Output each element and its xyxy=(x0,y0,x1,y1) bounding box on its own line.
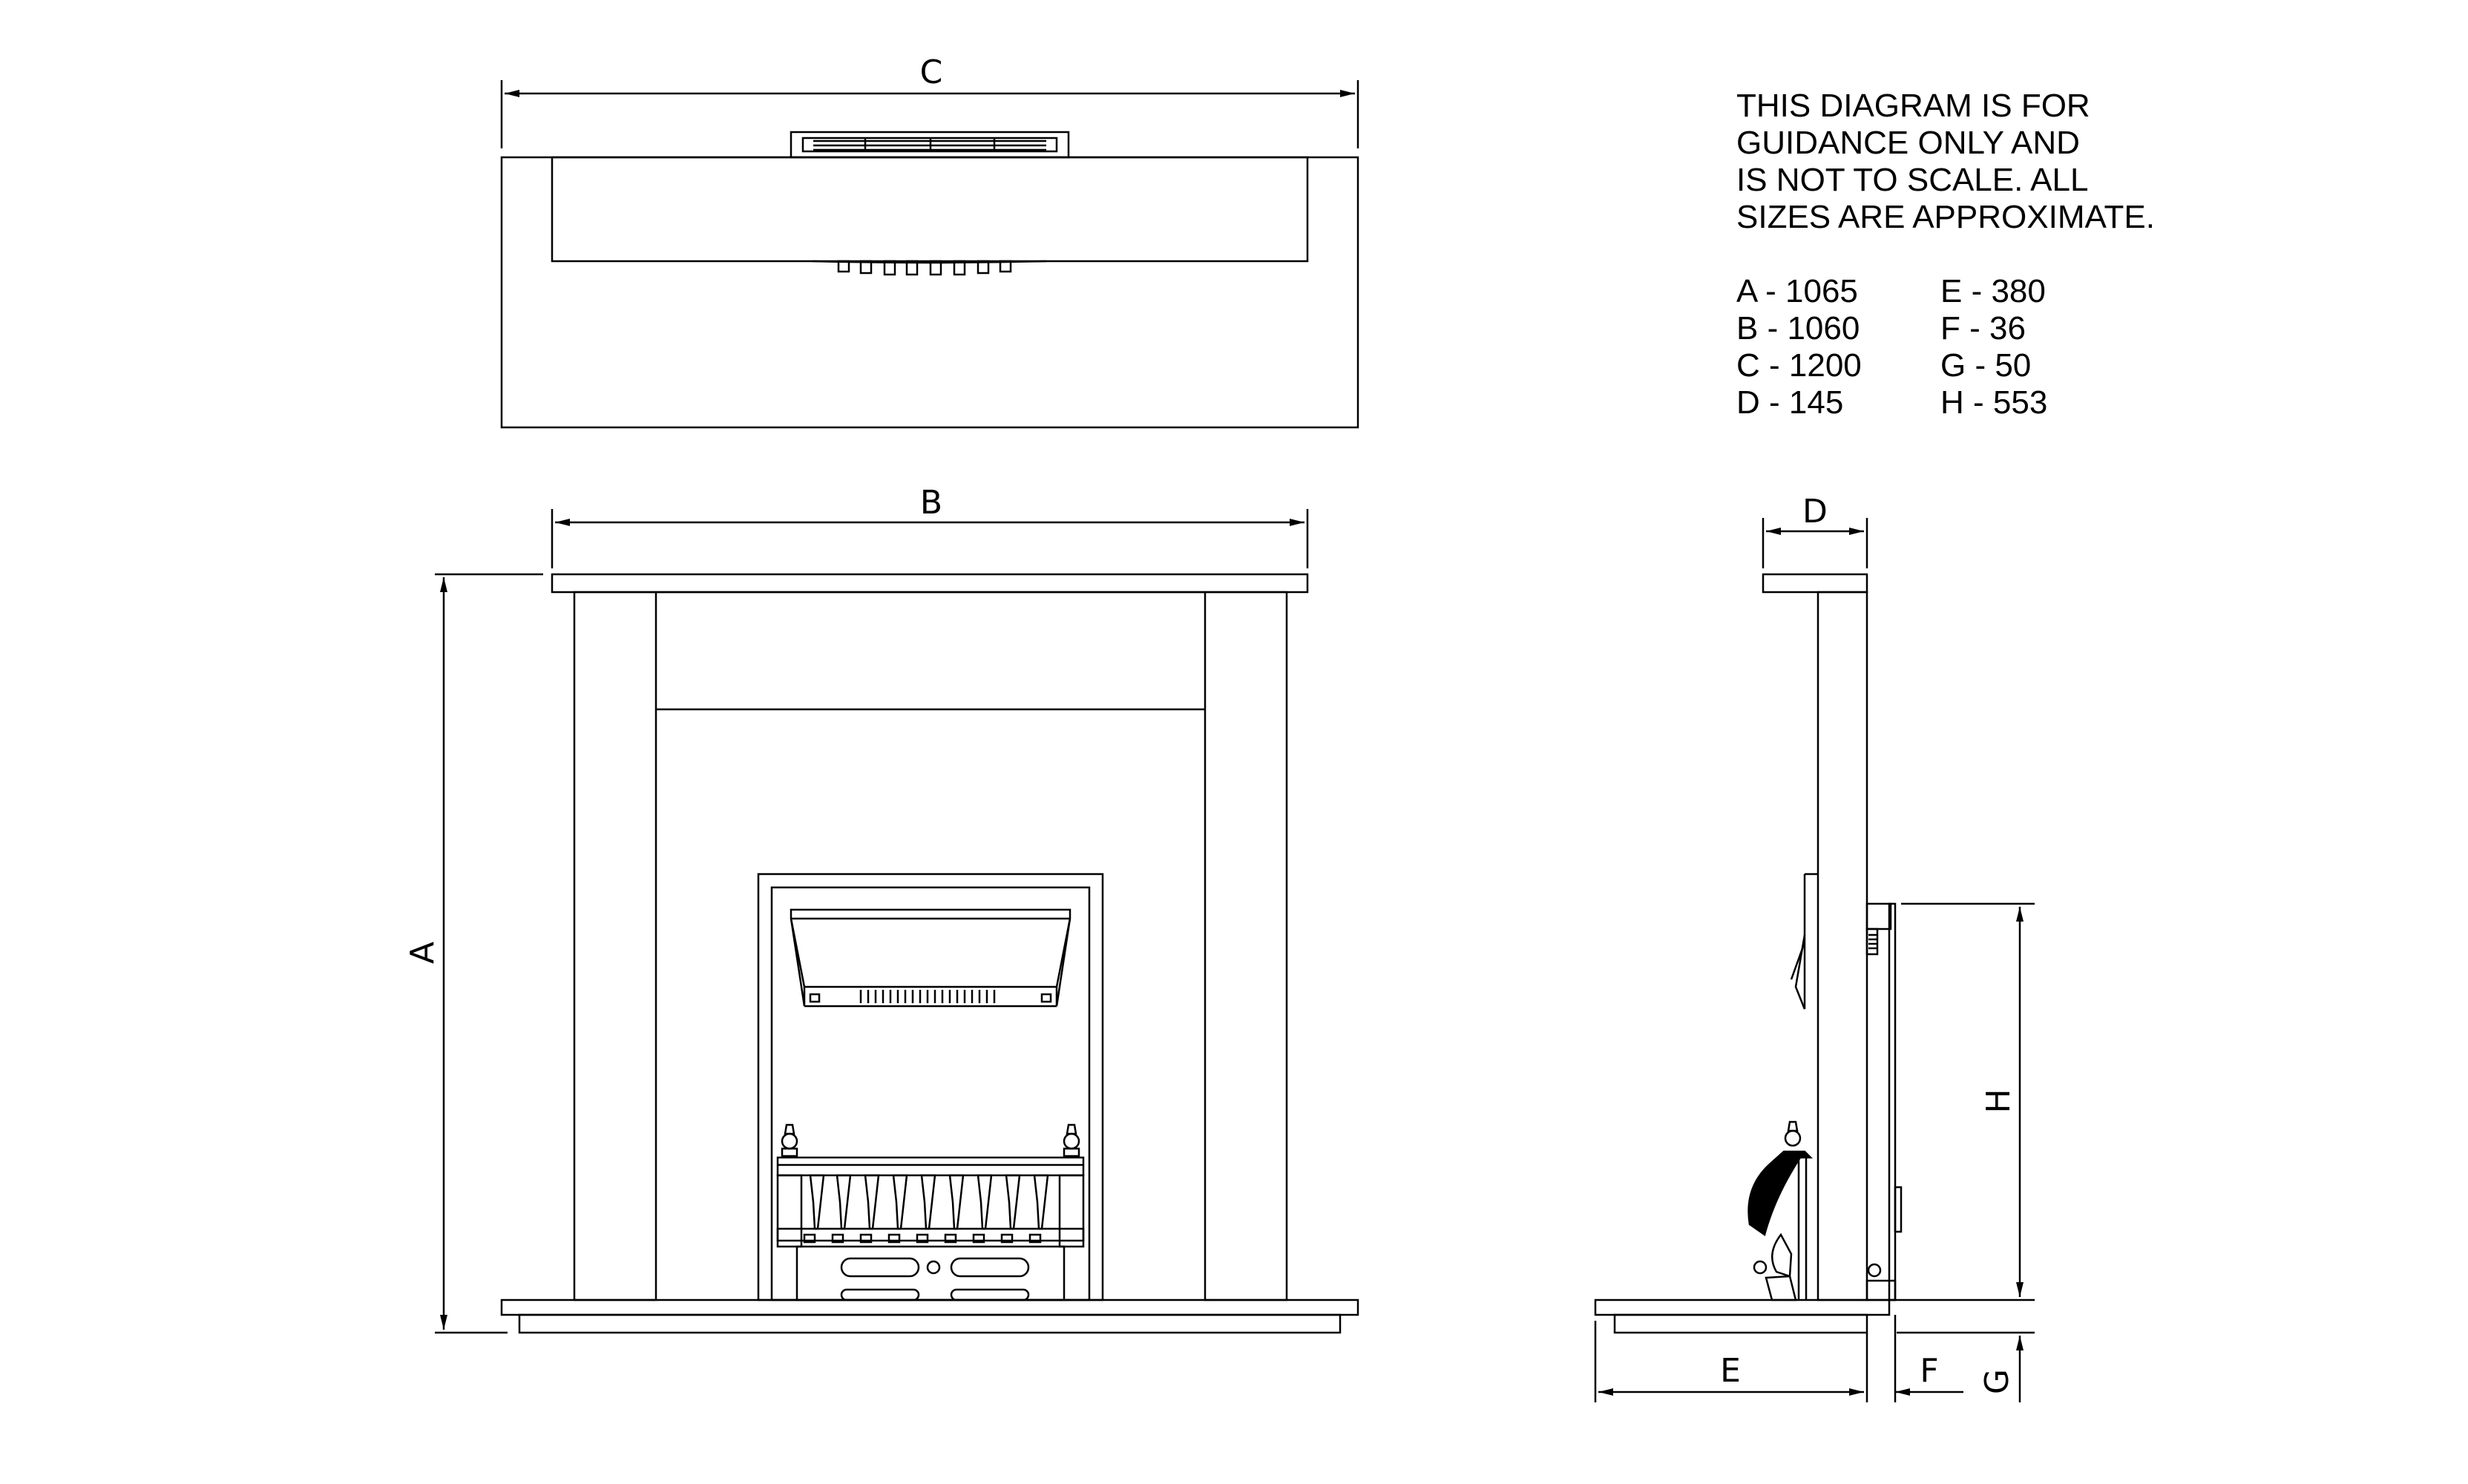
dimension-G-value: G - 50 xyxy=(1940,347,2032,384)
fire-finial-right xyxy=(1064,1125,1079,1156)
side-hearth-base xyxy=(1615,1315,1867,1333)
dimension-D xyxy=(1763,493,1867,568)
electric-fire-insert xyxy=(758,874,1103,1300)
dimension-C-value: C - 1200 xyxy=(1736,347,1862,384)
callout-D: D xyxy=(1802,493,1828,531)
callout-A: A xyxy=(404,941,442,965)
dimension-H-value: H - 553 xyxy=(1940,384,2048,421)
side-elevation xyxy=(1595,493,2035,1402)
plan-mantel-outline xyxy=(502,157,1358,427)
hearth-top xyxy=(502,1300,1358,1315)
plan-inner-recess xyxy=(552,157,1307,261)
side-mantel-shelf xyxy=(1763,574,1867,592)
hearth-base xyxy=(519,1315,1340,1333)
side-surround-back xyxy=(1818,592,1867,1300)
callout-H: H xyxy=(1980,1089,2018,1114)
dimension-B-value: B - 1060 xyxy=(1736,310,1860,347)
fire-fret-bars xyxy=(778,1158,1083,1247)
callout-F: F xyxy=(1920,1352,1939,1390)
dimension-D-value: D - 145 xyxy=(1736,384,1844,421)
dimension-C xyxy=(502,53,1358,148)
surround-right-leg xyxy=(1205,592,1287,1300)
dimension-F-value: F - 36 xyxy=(1940,310,2026,347)
side-hearth-top xyxy=(1595,1300,1889,1315)
dimension-A xyxy=(404,574,543,1333)
dimension-A-value: A - 1065 xyxy=(1736,273,1858,309)
surround-left-leg xyxy=(574,592,656,1300)
side-fret-profile xyxy=(1749,1122,1811,1300)
guidance-note-line: THIS DIAGRAM IS FOR xyxy=(1736,88,2090,124)
callout-G: G xyxy=(1978,1368,2016,1395)
dimension-H xyxy=(1889,904,2035,1300)
side-fire-profile xyxy=(1791,874,1901,1300)
guidance-note-line: IS NOT TO SCALE. ALL xyxy=(1736,162,2089,198)
fire-finial-left xyxy=(782,1125,797,1156)
dimension-B xyxy=(552,484,1307,568)
fire-trim-frame xyxy=(758,874,1103,1300)
guidance-note-line: SIZES ARE APPROXIMATE. xyxy=(1736,199,2156,235)
callout-C: C xyxy=(919,53,943,91)
dimension-E-value: E - 380 xyxy=(1940,273,2046,309)
front-elevation xyxy=(404,484,1358,1333)
plan-fire-bars xyxy=(813,261,1046,275)
mantel-shelf xyxy=(552,574,1307,592)
dimension-F xyxy=(1895,1315,1963,1402)
callout-E: E xyxy=(1720,1352,1741,1390)
callout-B: B xyxy=(919,484,943,522)
plan-fire-top xyxy=(791,132,1069,157)
guidance-note-line: GUIDANCE ONLY AND xyxy=(1736,125,2080,161)
plan-view xyxy=(502,53,1358,427)
fire-canopy xyxy=(791,910,1070,987)
dimension-table xyxy=(1736,273,2119,421)
guidance-note xyxy=(1736,88,2155,236)
fire-vent-slots xyxy=(861,990,994,1003)
fire-ashpan xyxy=(797,1247,1064,1300)
